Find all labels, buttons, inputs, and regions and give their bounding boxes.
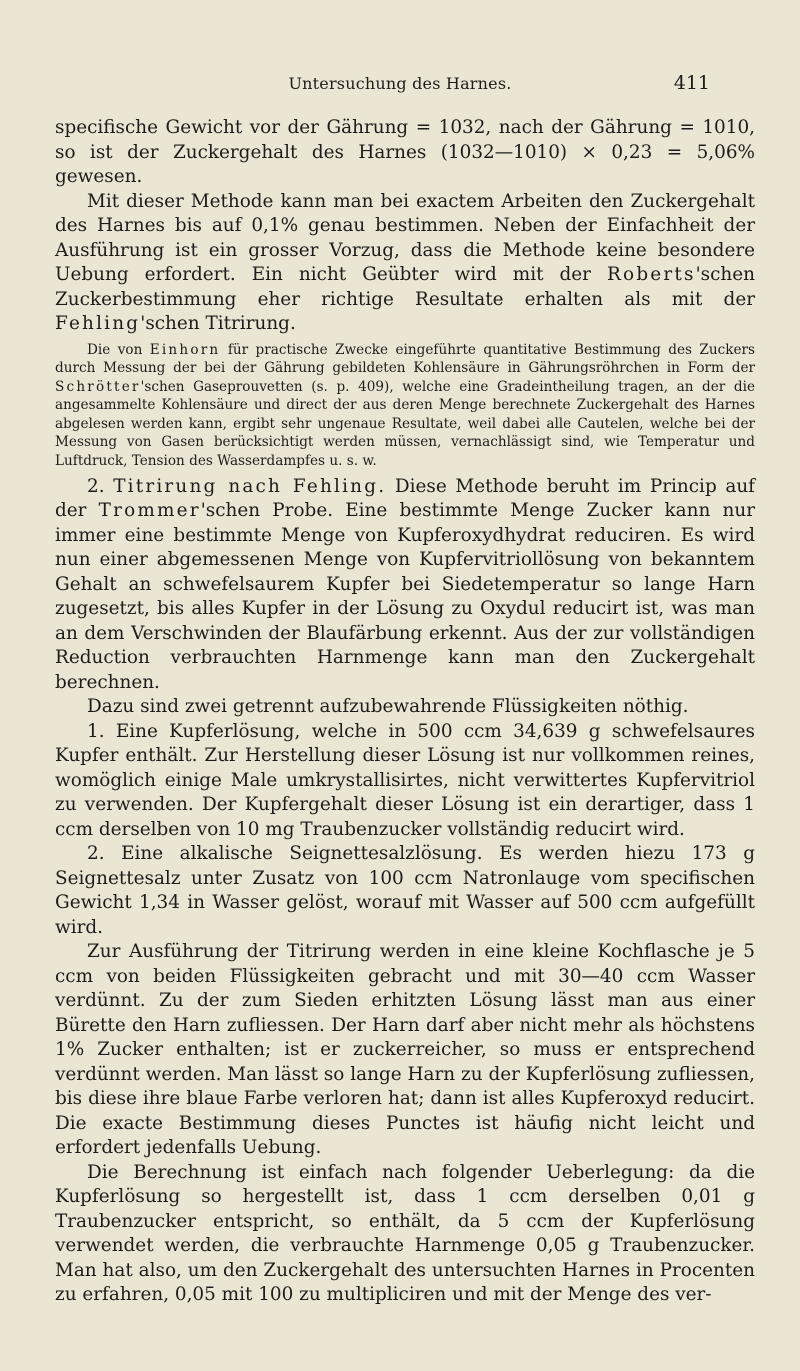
body-paragraph [55,842,755,940]
text-run: Zur Ausführung der Titrirung werden in eine kleine Kochflasche je 5 ccm von beiden Flüssigkeiten gebracht und mit 30—40 ccm Wasser verdünnt. Zu der zum Sieden erhitzten Lösung lässt man aus einer Bürette den Harn zufliessen. Der Harn darf aber nicht mehr als höchstens 1% Zucker enthalten; ist er zuckerreicher, so muss er entsprechend verdünnt werden. Man lässt so lange Harn zu der Kupferlösung zufliessen, bis diese ihre blaue Farbe verloren hat; dann ist alles Kupferoxyd reducirt. Die exacte Bestimmung dieses Punctes ist häufig nicht leicht und erfordert jedenfalls Uebung. [55,941,755,1159]
text-run: 'schen Probe. Eine bestimmte Menge Zucker kann nur immer eine bestimmte Menge von Kupferoxydhydrat reduciren. Es wird nun einer abgemessenen Menge von Kupfervitriollösung von bekanntem Gehalt an schwefelsaurem Kupfer bei Siedetemperatur so lange Harn zugesetzt, bis alles Kupfer in der Lösung zu Oxydul reducirt ist, was man an dem Verschwinden der Blaufärbung erkennt. Aus der zur vollständigen Reduction verbrauchten Harnmenge kann man den Zuckergehalt berechnen. [55,500,756,693]
footnote-paragraph [55,341,755,471]
text-run: Diese Methode beruht im Princip auf der [55,475,755,522]
text-run: 1. Eine Kupferlösung, welche in 500 ccm 34,639 g schwefelsaures Kupfer enthält. Zur Herstellung dieser Lösung ist nur vollkommen reines, womöglich einige Male umkrystallisirtes, nicht verwittertes Kupfervitriol zu verwenden. Der Kupfergehalt dieser Lösung ist ein derartiger, dass 1 ccm derselben von 10 mg Traubenzucker vollständig reducirt wird. [55,720,755,840]
text-run: Dazu sind zwei getrennt aufzubewahrende Flüssigkeiten nöthig. [87,696,689,718]
text-run: Die von [87,341,150,358]
text-run: für practische Zwecke eingeführte quantitative Bestimmung des Zuckers durch Messung der bei der Gährung gebildeten Kohlensäure in Gährungsröhrchen in Form der [55,341,755,377]
text-run: 2. [87,475,114,497]
running-header [0,74,800,98]
text-run: 'schen Gaseprouvetten (s. p. 409), welche eine Gradeintheilung tragen, an der die angesammelte Kohlensäure und direct der aus deren Menge berechnete Zuckergehalt des Harnes abgelesen werden kann, ergibt sehr ungenaue Resultate, weil dabei alle Cautelen, welche bei der Messung von Gasen berücksichtigt werden müssen, vernachlässigt sind, wie Temperatur und Luftdruck, Tension des Wasserdampfes u. s. w. [55,378,755,470]
page-number: 411 [673,72,710,94]
body-paragraph [55,475,755,696]
text-run: 'schen Zuckerbestimmung eher richtige Resultate erhalten als mit der [55,264,755,310]
page-body [55,116,755,1308]
text-run: Mit dieser Methode kann man bei exactem Arbeiten den Zuckergehalt des Harnes bis auf 0,1% genau bestimmen. Neben der Einfachheit der Ausführung ist ein grosser Vorzug, dass die Methode keine besondere Uebung erfordert. Ein nicht Geübter wird mit der [55,190,755,285]
spaced-emphasis: Titrirung nach Fehling. [113,475,387,497]
spaced-emphasis: Schrötter [55,378,141,395]
running-title: Untersuchung des Harnes. [288,74,512,93]
body-paragraph [55,1161,755,1308]
body-paragraph [55,116,755,190]
spaced-emphasis: Einhorn [149,341,221,358]
spaced-emphasis: Fehling [55,313,141,334]
body-paragraph [55,190,755,337]
body-paragraph [55,695,755,720]
spaced-emphasis: Trommer [98,500,201,522]
body-paragraph [55,940,755,1161]
text-run: 2. Eine alkalische Seignettesalzlösung. Es werden hiezu 173 g Seignettesalz unter Zusatz von 100 ccm Natronlauge vom specifischen Gewicht 1,34 in Wasser gelöst, worauf mit Wasser auf 500 ccm aufgefüllt wird. [55,843,755,938]
spaced-emphasis: Roberts [607,264,696,285]
text-run: 'schen Titrirung. [140,313,296,334]
text-run: Die Berechnung ist einfach nach folgender Ueberlegung: da die Kupferlösung so hergestellt ist, dass 1 ccm derselben 0,01 g Traubenzucker entspricht, so enthält, da 5 ccm der Kupferlösung verwendet werden, die verbrauchte Harnmenge 0,05 g Traubenzucker. Man hat also, um den Zuckergehalt des untersuchten Harnes in Procenten zu erfahren, 0,05 mit 100 zu multipliciren und mit der Menge des ver- [55,1161,755,1306]
body-paragraph [55,720,755,843]
text-run: specifische Gewicht vor der Gährung = 1032, nach der Gährung = 1010, so ist der Zuckergehalt des Harnes (1032—1010) × 0,23 = 5,06%​ gewesen. [55,117,755,187]
